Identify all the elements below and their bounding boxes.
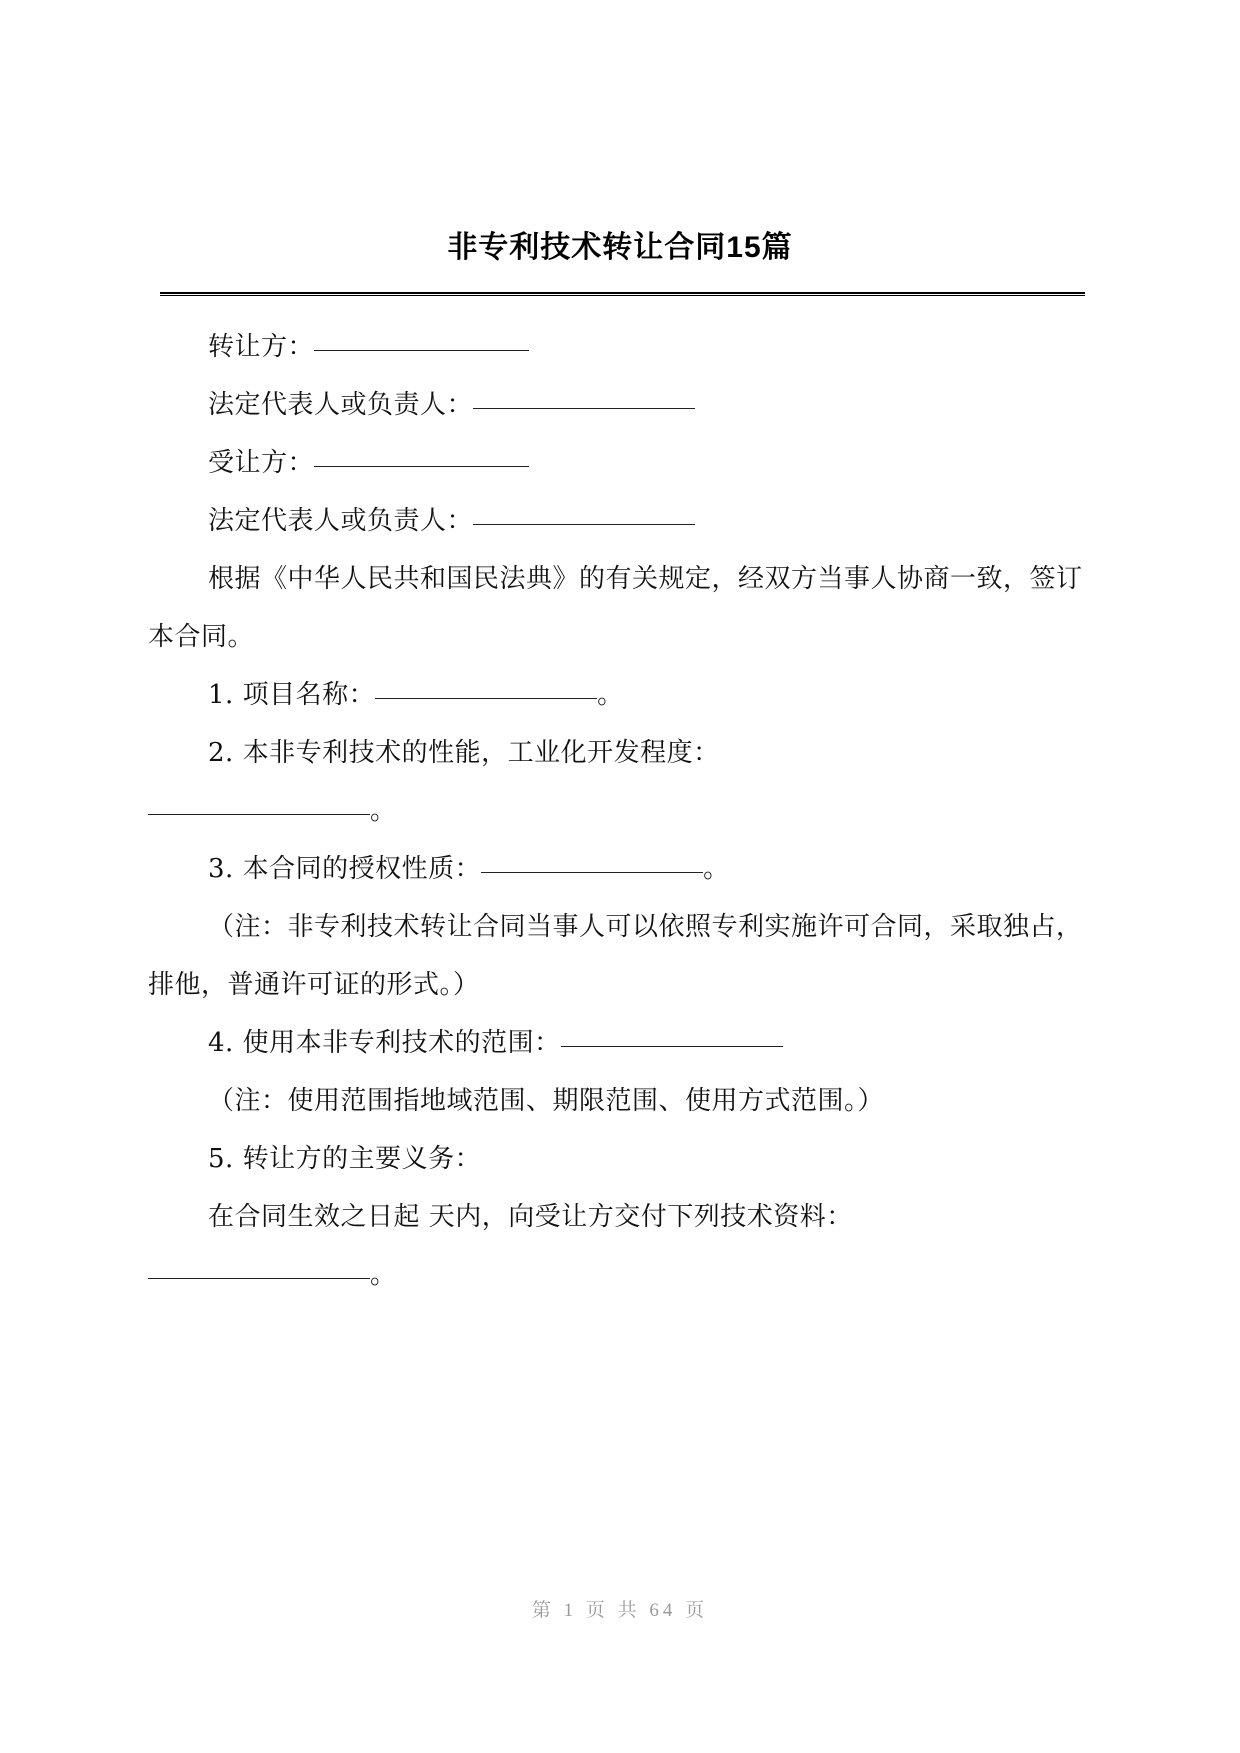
preamble-paragraph: 根据《中华人民共和国民法典》的有关规定，经双方当事人协商一致，签订本合同。 — [148, 564, 1083, 652]
clause-1-period: 。 — [597, 680, 624, 710]
clause-2-period: 。 — [370, 796, 397, 826]
clause-5-period: 。 — [370, 1260, 397, 1290]
legal-rep-label-1: 法定代表人或负责人： — [208, 390, 474, 420]
transferor-label: 转让方： — [208, 332, 315, 362]
document-body — [148, 318, 1092, 1304]
clause-4-note: （注：使用范围指地域范围、期限范围、使用方式范围。） — [208, 1086, 885, 1116]
legal-rep-blank-field-2[interactable] — [473, 524, 695, 525]
legal-rep-line-2 — [148, 492, 1092, 550]
clause-5-body: 在合同生效之日起 天内，向受让方交付下列技术资料： — [208, 1202, 853, 1232]
clause-3-blank-field[interactable] — [481, 872, 703, 873]
clause-1-label: 1. 项目名称： — [208, 680, 376, 710]
title-divider-thin-line — [160, 295, 1085, 296]
clause-5-answer-line — [148, 1246, 1092, 1304]
legal-rep-label-2: 法定代表人或负责人： — [208, 506, 474, 536]
clause-5-blank-field[interactable] — [148, 1278, 370, 1279]
transferor-line — [148, 318, 1092, 376]
transferor-blank-field[interactable] — [314, 350, 529, 351]
clause-1-blank-field[interactable] — [375, 698, 597, 699]
clause-4-blank-field[interactable] — [561, 1046, 783, 1047]
legal-rep-line-1 — [148, 376, 1092, 434]
clause-4 — [148, 1014, 1092, 1072]
clause-3-period: 。 — [703, 854, 730, 884]
clause-3-label: 3. 本合同的授权性质： — [208, 854, 482, 884]
transferee-blank-field[interactable] — [314, 466, 529, 467]
page-title: 非专利技术转让合同15篇 — [447, 231, 793, 264]
legal-rep-blank-field-1[interactable] — [473, 408, 695, 409]
clause-1 — [148, 666, 1092, 724]
clause-2: 2. 本非专利技术的性能，工业化开发程度： — [208, 738, 720, 768]
clause-3 — [148, 840, 1092, 898]
clause-3-note: （注：非专利技术转让合同当事人可以依照专利实施许可合同，采取独占，排他，普通许可证的形式。） — [148, 912, 1083, 1000]
clause-5: 5. 转让方的主要义务： — [208, 1144, 482, 1174]
page-footer: 第 1 页 共 64 页 — [531, 1600, 709, 1621]
clause-2-blank-field[interactable] — [148, 814, 370, 815]
title-divider — [160, 292, 1085, 297]
title-divider-thick-line — [160, 292, 1085, 294]
transferee-line — [148, 434, 1092, 492]
transferee-label: 受让方： — [208, 448, 315, 478]
clause-4-label: 4. 使用本非专利技术的范围： — [208, 1028, 561, 1058]
clause-2-answer-line — [148, 782, 1092, 840]
